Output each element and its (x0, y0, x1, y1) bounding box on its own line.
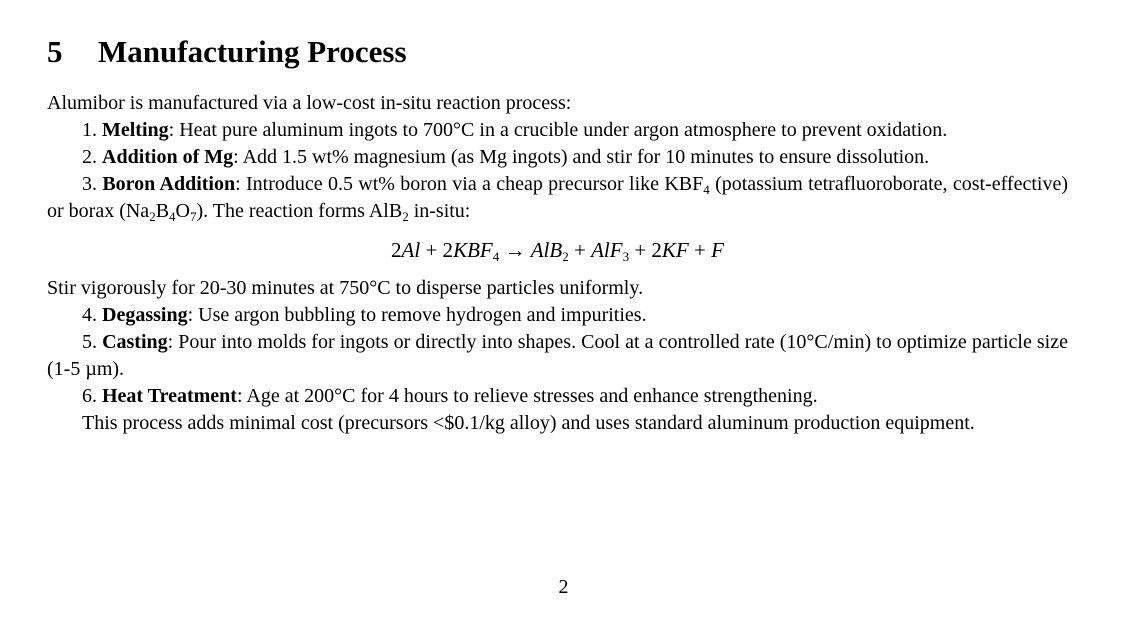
step-number: 4. (82, 304, 97, 326)
equation-part: + 2 (629, 238, 662, 262)
equation-part: → (499, 238, 531, 262)
step-text: : Introduce 0.5 wt% boron via a cheap precursor like KBF (235, 173, 704, 195)
equation-variable: Al (401, 238, 421, 262)
subscript: 4 (169, 209, 176, 224)
step-text: B (155, 200, 170, 222)
step-text: ). The reaction forms AlB (196, 200, 403, 222)
section-title: Manufacturing Process (98, 34, 407, 69)
reaction-equation (47, 235, 1068, 265)
section-number: 5 (47, 34, 63, 69)
step-number: 5. (82, 331, 97, 353)
equation-variable: AlB (530, 238, 563, 262)
step-casting (47, 329, 1068, 383)
page-number: 2 (558, 576, 569, 598)
closing-paragraph: This process adds minimal cost (precursors <$0.1/kg alloy) and uses standard aluminum production equipment. (82, 412, 975, 434)
step-number: 2. (82, 146, 97, 168)
step-text: : Pour into molds for ingots or directly into shapes. Cool at a controlled rate (10°C/min) to optimize particle size (1-5 µm). (47, 331, 1068, 380)
step-label: Addition of Mg (102, 146, 234, 168)
subscript: 2 (402, 209, 409, 224)
subscript: 4 (492, 249, 500, 264)
equation-part: + (688, 238, 712, 262)
subscript: 7 (189, 209, 197, 224)
step-label: Casting (102, 331, 168, 353)
step-addition-of-mg (47, 144, 1068, 171)
intro-paragraph: Alumibor is manufactured via a low-cost in-situ reaction process: (47, 92, 572, 114)
subscript: 2 (562, 249, 569, 264)
step-label: Degassing (102, 304, 188, 326)
step-degassing (47, 302, 1068, 329)
step-text: : Heat pure aluminum ingots to 700°C in a crucible under argon atmosphere to prevent oxidation. (168, 119, 948, 141)
step-text: : Use argon bubbling to remove hydrogen and impurities. (187, 304, 647, 326)
step-number: 3. (82, 173, 97, 195)
equation-part: + 2 (420, 238, 454, 262)
equation-part: 2 (391, 238, 402, 262)
section-body (47, 90, 1068, 437)
subscript: 4 (703, 182, 710, 197)
step-text: : Age at 200°C for 4 hours to relieve stresses and enhance strengthening. (236, 385, 818, 407)
equation-variable: KF (661, 238, 689, 262)
subscript: 2 (149, 209, 156, 224)
step-text: in-situ: (408, 200, 471, 222)
step-label: Boron Addition (102, 173, 236, 195)
step-heat-treatment (47, 383, 1068, 410)
step-melting (47, 117, 1068, 144)
equation-variable: KBF (453, 238, 493, 262)
step-number: 1. (82, 119, 97, 141)
stir-paragraph: Stir vigorously for 20-30 minutes at 750°C to disperse particles uniformly. (47, 277, 644, 299)
step-number: 6. (82, 385, 97, 407)
subscript: 3 (622, 249, 630, 264)
step-text: O (175, 200, 190, 222)
step-label: Melting (102, 119, 169, 141)
equation-variable: AlF (591, 238, 623, 262)
equation-variable: F (711, 238, 724, 262)
equation-part: + (568, 238, 592, 262)
step-boron-addition (47, 171, 1068, 225)
step-label: Heat Treatment (102, 385, 237, 407)
section-heading (47, 32, 407, 72)
step-text: : Add 1.5 wt% magnesium (as Mg ingots) and stir for 10 minutes to ensure dissolution. (233, 146, 930, 168)
step-text: (potassium tetrafluoroborate, cost-effective) or borax (Na (47, 173, 1068, 222)
